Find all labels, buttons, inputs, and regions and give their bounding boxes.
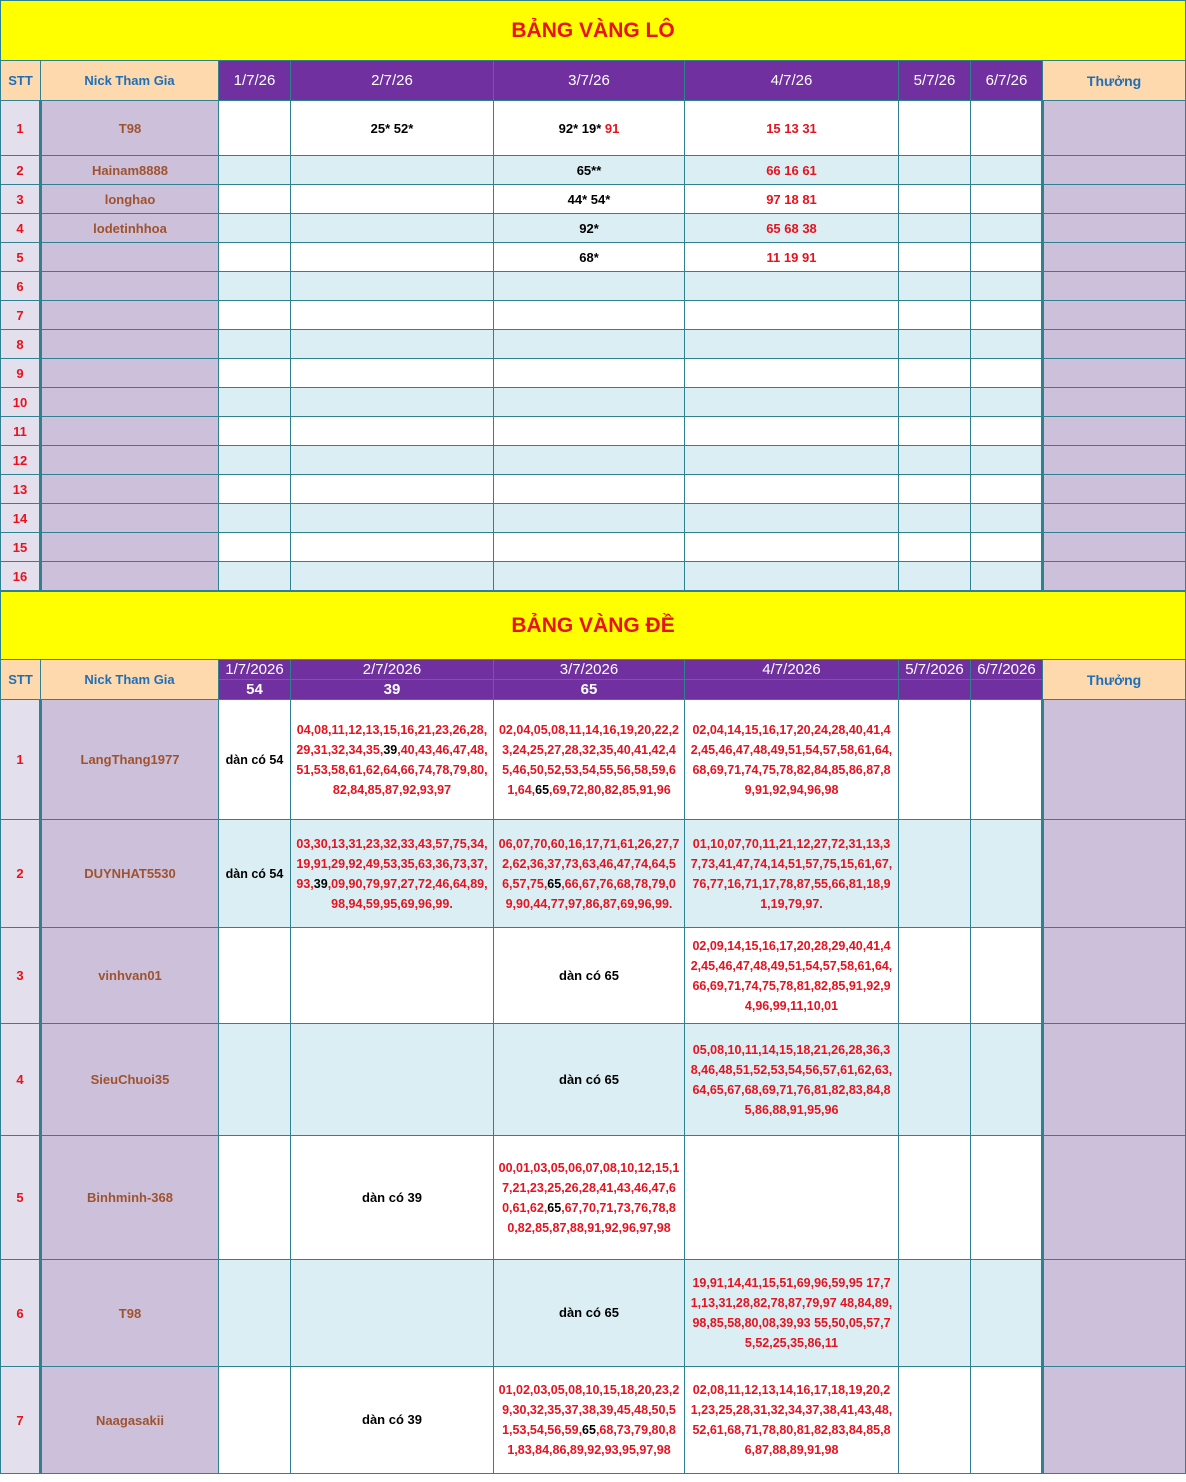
nick-header: Nick Tham Gia	[41, 660, 219, 700]
nick-cell: LangThang1977	[41, 700, 219, 820]
lo-row	[1, 330, 1186, 359]
result-cell	[685, 680, 899, 700]
reward-cell	[1043, 700, 1186, 820]
day-cell	[291, 272, 494, 301]
day-cell	[219, 243, 291, 272]
reward-header: Thưởng	[1043, 61, 1186, 101]
day-cell	[899, 185, 971, 214]
day-cell	[685, 388, 899, 417]
day-cell	[971, 928, 1043, 1024]
hit-number: dàn có 65	[559, 967, 619, 983]
day-cell	[899, 1260, 971, 1367]
pick-text: 65**	[576, 162, 602, 178]
lo-row	[1, 562, 1186, 591]
day-cell	[899, 101, 971, 156]
day-header: 4/7/2026	[685, 660, 899, 680]
day-cell	[971, 214, 1043, 243]
day-cell: 02,09,14,15,16,17,20,28,29,40,41,42,45,46,47,48,49,51,54,57,58,61,64,66,69,71,74,75,78,81,82,85,91,92,94,96,99,11,10,01	[685, 928, 899, 1024]
nick-cell: Binhminh-368	[41, 1136, 219, 1260]
stt-cell: 7	[1, 1367, 41, 1474]
day-cell	[291, 185, 494, 214]
pick-text: 44* 54*	[567, 191, 611, 207]
day-cell	[899, 562, 971, 591]
nick-cell	[41, 446, 219, 475]
day-cell	[971, 301, 1043, 330]
day-cell	[971, 820, 1043, 928]
day-cell	[494, 156, 685, 185]
day-cell	[899, 330, 971, 359]
day-header: 5/7/2026	[899, 660, 971, 680]
stt-cell: 12	[1, 446, 41, 475]
lo-row	[1, 272, 1186, 301]
day-cell	[219, 533, 291, 562]
day-cell	[971, 533, 1043, 562]
result-cell	[971, 680, 1043, 700]
day-cell	[685, 533, 899, 562]
lo-row	[1, 504, 1186, 533]
day-cell	[899, 1136, 971, 1260]
day-cell: 11 19 91	[685, 243, 899, 272]
day-cell	[899, 388, 971, 417]
day-cell	[291, 504, 494, 533]
number-list: 03,30,13,31,23,32,33,43,57,75,34,19,91,29,92,49,53,35,63,36,73,37,93,	[296, 836, 488, 891]
day-cell	[899, 928, 971, 1024]
day-cell	[494, 700, 685, 820]
day-cell	[219, 562, 291, 591]
nick-cell: Naagasakii	[41, 1367, 219, 1474]
reward-cell	[1043, 301, 1186, 330]
nick-cell	[41, 562, 219, 591]
reward-cell	[1043, 533, 1186, 562]
de-row	[1, 1367, 1186, 1474]
lo-row	[1, 185, 1186, 214]
day-cell	[899, 820, 971, 928]
reward-cell	[1043, 359, 1186, 388]
pick-text: 92*	[579, 220, 599, 236]
day-cell	[494, 185, 685, 214]
stt-cell: 2	[1, 820, 41, 928]
day-header: 2/7/26	[291, 61, 494, 101]
pick-text: 92* 19*	[558, 120, 605, 136]
day-cell	[685, 301, 899, 330]
stt-cell: 4	[1, 1024, 41, 1136]
reward-cell	[1043, 388, 1186, 417]
day-cell	[291, 156, 494, 185]
day-cell	[494, 272, 685, 301]
day-cell	[971, 1024, 1043, 1136]
de-row	[1, 1024, 1186, 1136]
day-cell	[219, 185, 291, 214]
day-cell	[494, 417, 685, 446]
day-cell	[971, 504, 1043, 533]
nick-cell: vinhvan01	[41, 928, 219, 1024]
hit-number: 65	[547, 1200, 562, 1215]
day-cell	[685, 417, 899, 446]
nick-cell: Hainam8888	[41, 156, 219, 185]
day-cell	[219, 101, 291, 156]
stt-cell: 11	[1, 417, 41, 446]
result-cell	[899, 680, 971, 700]
day-cell: 97 18 81	[685, 185, 899, 214]
day-cell	[971, 1367, 1043, 1474]
day-cell	[971, 446, 1043, 475]
day-cell	[685, 1136, 899, 1260]
number-list: ,67,70,71,73,76,78,80,82,85,87,88,91,92,96,97,98	[507, 1200, 676, 1235]
day-cell	[494, 928, 685, 1024]
day-cell	[494, 301, 685, 330]
day-cell	[971, 330, 1043, 359]
lo-row	[1, 243, 1186, 272]
stt-cell: 3	[1, 928, 41, 1024]
hit-number: dàn có 39	[362, 1189, 422, 1205]
de-title: BẢNG VÀNG ĐỀ	[1, 592, 1186, 660]
day-cell: dàn có 54	[219, 820, 291, 928]
reward-cell	[1043, 185, 1186, 214]
day-cell	[219, 1367, 291, 1474]
day-cell	[494, 1136, 685, 1260]
nick-cell	[41, 243, 219, 272]
day-cell	[685, 272, 899, 301]
day-cell	[219, 504, 291, 533]
day-cell	[219, 330, 291, 359]
nick-cell: DUYNHAT5530	[41, 820, 219, 928]
day-cell	[219, 359, 291, 388]
day-cell	[291, 243, 494, 272]
day-cell	[219, 475, 291, 504]
number-list: 04,08,11,12,13,15,16,21,23,26,28,29,31,32,34,35,	[296, 722, 488, 757]
de-table	[0, 591, 1186, 1474]
stt-cell: 6	[1, 272, 41, 301]
day-cell	[291, 330, 494, 359]
day-cell	[219, 1260, 291, 1367]
reward-cell	[1043, 272, 1186, 301]
day-cell	[219, 417, 291, 446]
day-cell	[971, 1260, 1043, 1367]
day-cell	[291, 214, 494, 243]
stt-cell: 5	[1, 1136, 41, 1260]
stt-cell: 15	[1, 533, 41, 562]
day-cell	[494, 504, 685, 533]
stt-cell: 14	[1, 504, 41, 533]
nick-cell	[41, 359, 219, 388]
nick-header: Nick Tham Gia	[41, 61, 219, 101]
day-cell	[971, 359, 1043, 388]
day-cell	[219, 928, 291, 1024]
nick-cell: T98	[41, 101, 219, 156]
day-cell	[291, 1260, 494, 1367]
nick-cell	[41, 417, 219, 446]
day-cell	[685, 330, 899, 359]
lo-row	[1, 359, 1186, 388]
de-row	[1, 1136, 1186, 1260]
nick-cell: lodetinhhoa	[41, 214, 219, 243]
day-cell	[899, 504, 971, 533]
reward-cell	[1043, 1367, 1186, 1474]
pick-text: 91	[604, 120, 620, 136]
day-cell	[971, 185, 1043, 214]
reward-cell	[1043, 504, 1186, 533]
day-cell	[899, 1367, 971, 1474]
day-cell	[971, 1136, 1043, 1260]
hit-number: dàn có 65	[559, 1305, 619, 1320]
hit-number: 39	[313, 876, 328, 891]
day-header: 3/7/2026	[494, 660, 685, 680]
day-cell	[291, 928, 494, 1024]
reward-cell	[1043, 417, 1186, 446]
day-cell: 15 13 31	[685, 101, 899, 156]
day-cell	[494, 562, 685, 591]
de-row	[1, 820, 1186, 928]
day-cell	[291, 700, 494, 820]
number-list: 02,04,05,08,11,14,16,19,20,22,23,24,25,27,28,32,35,40,41,42,45,46,50,52,53,54,55,56,58,59,61,64,	[498, 722, 680, 797]
day-cell	[219, 214, 291, 243]
reward-cell	[1043, 820, 1186, 928]
day-cell	[219, 272, 291, 301]
hit-number: 65	[547, 876, 562, 891]
lo-row	[1, 101, 1186, 156]
hit-number: dàn có 65	[559, 1071, 619, 1087]
number-list: 01,02,03,05,08,10,15,18,20,23,29,30,32,35,37,38,39,45,48,50,51,53,54,56,59,	[498, 1383, 680, 1437]
lo-row	[1, 446, 1186, 475]
stt-cell: 1	[1, 700, 41, 820]
day-cell	[291, 533, 494, 562]
number-list: 00,01,03,05,06,07,08,10,12,15,17,21,23,25,26,28,41,43,46,47,60,61,62,	[498, 1160, 680, 1215]
lo-title: BẢNG VÀNG LÔ	[1, 1, 1186, 61]
day-cell	[899, 359, 971, 388]
day-cell	[899, 214, 971, 243]
reward-cell	[1043, 446, 1186, 475]
day-cell: 19,91,14,41,15,51,69,96,59,95 17,71,13,31,28,82,78,87,79,97 48,84,89,98,85,58,80,08,39,93 55,50,05,57,75,52,25,35,86,11	[685, 1260, 899, 1367]
stt-cell: 1	[1, 101, 41, 156]
day-header: 2/7/2026	[291, 660, 494, 680]
nick-cell: SieuChuoi35	[41, 1024, 219, 1136]
day-cell	[494, 1260, 685, 1367]
day-cell	[899, 700, 971, 820]
stt-cell: 10	[1, 388, 41, 417]
day-cell: 02,04,14,15,16,17,20,24,28,40,41,42,45,46,47,48,49,51,54,57,58,61,64,68,69,71,74,75,78,82,84,85,86,87,89,91,92,94,96,98	[685, 700, 899, 820]
stt-cell: 6	[1, 1260, 41, 1367]
day-cell	[291, 1136, 494, 1260]
day-cell	[494, 475, 685, 504]
reward-cell	[1043, 1024, 1186, 1136]
hit-number: dàn có 39	[362, 1412, 422, 1427]
day-cell: 65 68 38	[685, 214, 899, 243]
day-cell	[971, 417, 1043, 446]
day-cell	[494, 533, 685, 562]
number-list: ,69,72,80,82,85,91,96	[549, 782, 671, 797]
lo-row	[1, 156, 1186, 185]
day-header: 6/7/26	[971, 61, 1043, 101]
day-header: 1/7/26	[219, 61, 291, 101]
lo-row	[1, 533, 1186, 562]
day-cell	[971, 475, 1043, 504]
day-cell: dàn có 54	[219, 700, 291, 820]
day-cell	[291, 446, 494, 475]
day-cell	[971, 101, 1043, 156]
stt-cell: 13	[1, 475, 41, 504]
number-list: 06,07,70,60,16,17,71,61,26,27,72,62,36,37,73,63,46,47,74,64,56,57,75,	[498, 836, 680, 891]
result-cell: 39	[291, 680, 494, 700]
number-list: ,40,43,46,47,48,51,53,58,61,62,64,66,74,78,79,80,82,84,85,87,92,93,97	[296, 742, 488, 797]
day-cell	[219, 1024, 291, 1136]
day-cell	[494, 330, 685, 359]
day-cell	[494, 446, 685, 475]
day-header: 4/7/26	[685, 61, 899, 101]
day-cell	[899, 475, 971, 504]
day-cell	[899, 272, 971, 301]
hit-number: 65	[535, 782, 550, 797]
day-cell	[494, 101, 685, 156]
hit-number: 39	[383, 742, 398, 757]
stt-cell: 7	[1, 301, 41, 330]
day-cell	[219, 301, 291, 330]
nick-cell: T98	[41, 1260, 219, 1367]
stt-header: STT	[1, 660, 41, 700]
reward-cell	[1043, 475, 1186, 504]
nick-cell: longhao	[41, 185, 219, 214]
nick-cell	[41, 388, 219, 417]
day-cell	[219, 1136, 291, 1260]
result-cell: 65	[494, 680, 685, 700]
day-cell	[899, 156, 971, 185]
day-cell	[494, 243, 685, 272]
day-cell: 25* 52*	[291, 101, 494, 156]
stt-cell: 9	[1, 359, 41, 388]
stt-cell: 16	[1, 562, 41, 591]
day-cell	[899, 301, 971, 330]
day-cell	[291, 562, 494, 591]
stt-cell: 3	[1, 185, 41, 214]
day-cell	[971, 562, 1043, 591]
reward-cell	[1043, 1260, 1186, 1367]
day-cell	[494, 1024, 685, 1136]
day-cell: 01,10,07,70,11,21,12,27,72,31,13,37,73,41,47,74,14,51,57,75,15,61,67,76,77,16,71,17,78,87,55,66,81,18,91,19,79,97.	[685, 820, 899, 928]
nick-cell	[41, 475, 219, 504]
stt-cell: 4	[1, 214, 41, 243]
day-cell	[494, 359, 685, 388]
lo-row	[1, 214, 1186, 243]
day-cell	[685, 562, 899, 591]
day-cell	[899, 243, 971, 272]
stt-header: STT	[1, 61, 41, 101]
reward-cell	[1043, 156, 1186, 185]
reward-cell	[1043, 330, 1186, 359]
day-cell	[685, 446, 899, 475]
day-cell: 05,08,10,11,14,15,18,21,26,28,36,38,46,48,51,52,53,54,56,57,61,62,63,64,65,67,68,69,71,76,81,82,83,84,85,86,88,91,95,96	[685, 1024, 899, 1136]
number-list: ,66,67,76,68,78,79,09,90,44,77,97,86,87,69,96,99.	[505, 876, 676, 911]
de-row	[1, 700, 1186, 820]
day-cell	[291, 417, 494, 446]
stt-cell: 5	[1, 243, 41, 272]
day-cell	[971, 243, 1043, 272]
day-header: 5/7/26	[899, 61, 971, 101]
day-cell	[899, 533, 971, 562]
day-cell	[899, 1024, 971, 1136]
day-cell	[219, 388, 291, 417]
reward-cell	[1043, 562, 1186, 591]
day-cell	[899, 417, 971, 446]
day-cell	[971, 700, 1043, 820]
number-list: ,09,90,79,97,27,72,46,64,89,98,94,59,95,69,96,99.	[327, 876, 488, 911]
day-header: 6/7/2026	[971, 660, 1043, 680]
reward-cell	[1043, 214, 1186, 243]
day-cell	[291, 1367, 494, 1474]
number-list: ,68,73,79,80,81,83,84,86,89,92,93,95,97,98	[507, 1423, 676, 1457]
day-cell	[291, 1024, 494, 1136]
day-cell	[971, 156, 1043, 185]
nick-cell	[41, 330, 219, 359]
day-cell	[219, 156, 291, 185]
lo-row	[1, 301, 1186, 330]
day-cell	[494, 820, 685, 928]
day-cell	[291, 301, 494, 330]
day-cell	[291, 388, 494, 417]
day-cell	[685, 504, 899, 533]
nick-cell	[41, 272, 219, 301]
day-cell	[291, 820, 494, 928]
reward-cell	[1043, 928, 1186, 1024]
reward-cell	[1043, 101, 1186, 156]
result-cell: 54	[219, 680, 291, 700]
de-row	[1, 928, 1186, 1024]
day-cell	[291, 359, 494, 388]
day-cell	[291, 475, 494, 504]
day-cell	[685, 359, 899, 388]
lo-row	[1, 417, 1186, 446]
nick-cell	[41, 533, 219, 562]
day-cell	[219, 446, 291, 475]
day-cell	[899, 446, 971, 475]
day-header: 1/7/2026	[219, 660, 291, 680]
reward-header: Thưởng	[1043, 660, 1186, 700]
nick-cell	[41, 301, 219, 330]
stt-cell: 2	[1, 156, 41, 185]
hit-number: 65	[582, 1423, 596, 1437]
day-cell: 66 16 61	[685, 156, 899, 185]
lo-table	[0, 0, 1186, 591]
day-cell: 02,08,11,12,13,14,16,17,18,19,20,21,23,25,28,31,32,34,37,38,41,43,48,52,61,68,71,78,80,81,82,83,84,85,86,87,88,89,91,98	[685, 1367, 899, 1474]
day-cell	[494, 214, 685, 243]
lo-row	[1, 388, 1186, 417]
day-cell	[494, 1367, 685, 1474]
nick-cell	[41, 504, 219, 533]
day-cell	[971, 388, 1043, 417]
pick-text: 68*	[579, 249, 599, 265]
stt-cell: 8	[1, 330, 41, 359]
lo-row	[1, 475, 1186, 504]
de-row	[1, 1260, 1186, 1367]
day-header: 3/7/26	[494, 61, 685, 101]
day-cell	[685, 475, 899, 504]
day-cell	[494, 388, 685, 417]
reward-cell	[1043, 1136, 1186, 1260]
day-cell	[971, 272, 1043, 301]
reward-cell	[1043, 243, 1186, 272]
